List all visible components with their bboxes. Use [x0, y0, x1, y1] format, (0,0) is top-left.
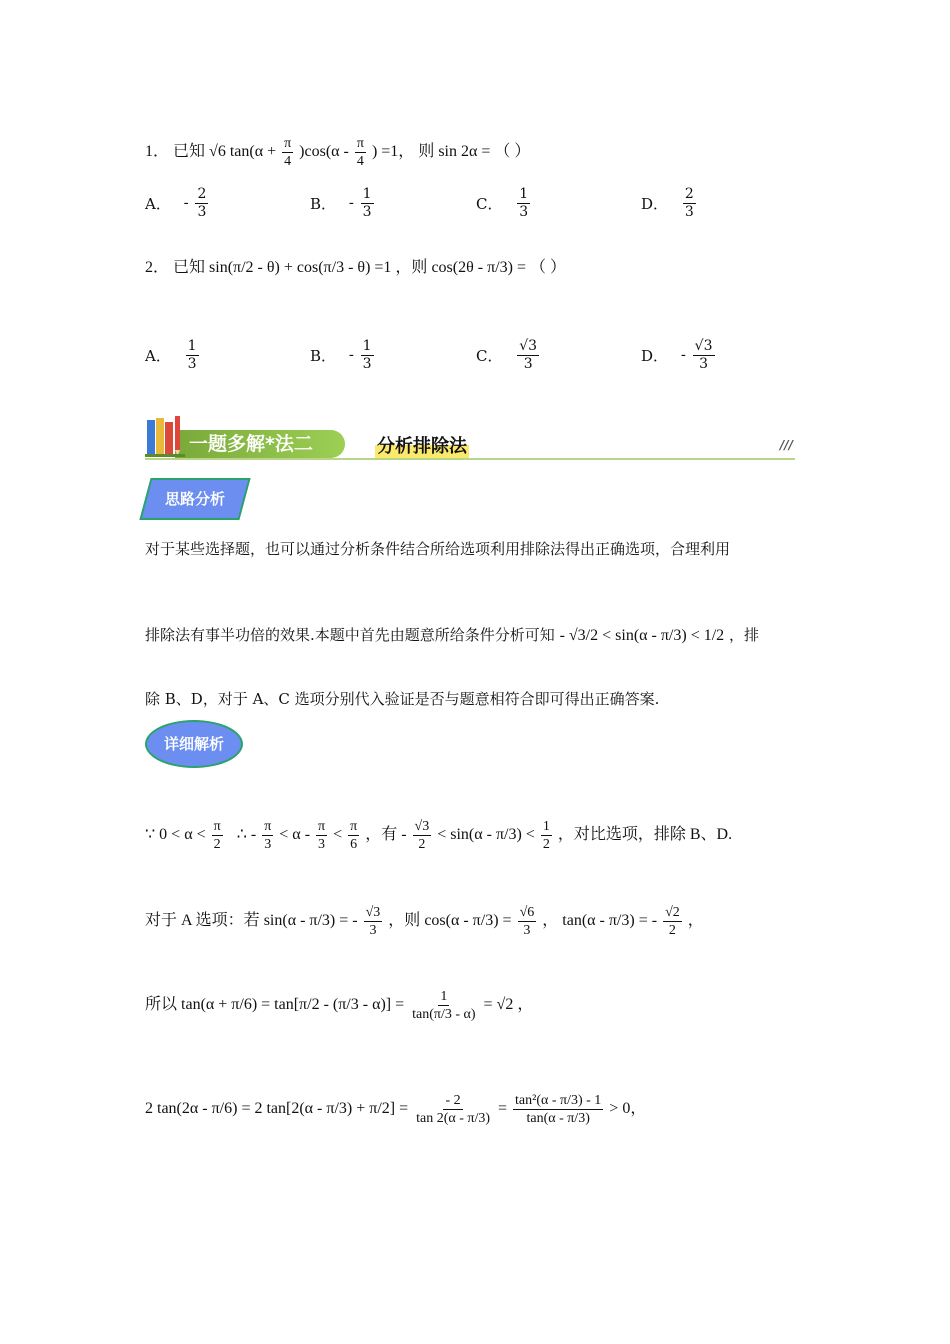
q2-blank: （ ） [529, 259, 566, 276]
idea-tag-label: 思路分析 [164, 490, 225, 508]
detail-line-2: 对于 A 选项：若 sin(α - π/3) = - $\frac{√3}{3}$ ，则 cos(α - π/3) = $\frac{√6}{3}$ ， tan(α - π/3) = - $\frac{√2}{2}$ ， [145, 905, 704, 938]
banner-subtitle: 分析排除法 [375, 432, 469, 458]
q1-target: sin 2α = [438, 143, 491, 161]
question-1 [145, 135, 530, 170]
question-2 [145, 258, 566, 278]
banner-underline [145, 458, 795, 460]
fraction: $\frac{\pi}{4}$ [284, 136, 292, 169]
q1-option-d[interactable]: D． $\frac{2}{3}$ [641, 186, 694, 220]
q2-option-c[interactable]: C． $\frac{√3}{3}$ [476, 338, 538, 372]
detail-line-3: 所以 tan(α + π/6) = tan[π/2 - (π/3 - α)] = $\frac{1}{\tan(\pi/3 - \alpha)}$ = √2 ， [145, 989, 534, 1022]
q2-option-a[interactable]: A． $\frac{1}{3}$ [145, 338, 197, 372]
q1-then: 则 [418, 143, 435, 161]
q1-option-b[interactable]: B． - $\frac{1}{3}$ [310, 186, 372, 220]
idea-line-1: 对于某些选择题，也可以通过分析条件结合所给选项利用排除法得出正确选项，合理利用 [145, 540, 731, 558]
q1-stem: 已知 [173, 143, 206, 161]
banner-slash: /// [779, 438, 793, 452]
section-banner [145, 412, 795, 462]
q1-blank: （ ） [494, 143, 531, 161]
detail-line-4: 2 tan(2α - π/6) = 2 tan[2(α - π/3) + π/2] = $\frac{- 2}{\tan 2(\alpha - \pi/3)}$ = $\frac{\text{tan²(α - π/3) - 1}}{\tan(\alpha - \pi/3)}$ > 0， [145, 1093, 647, 1126]
q1-number: 1． [145, 143, 170, 161]
q2-expr: sin(π/2 - θ) + cos(π/3 - θ) =1 [209, 259, 392, 276]
q2-number: 2． [145, 259, 170, 276]
q1-option-c[interactable]: C． $\frac{1}{3}$ [476, 186, 529, 220]
detail-line-1: ∵ 0 < α < $\frac{\pi}{2}$ ∴ - $\frac{\pi}{3}$ < α - $\frac{\pi}{3}$ < $\frac{\pi}{6}$ ，有 - $\frac{√3}{2}$ < sin(α - π/3) < $\frac{1}{2}$ ，对比选项，排除 B、D. [145, 819, 733, 852]
idea-inequality: - √3/2 < sin(α - π/3) < 1/2 [559, 627, 725, 644]
q2-target: cos(2θ - π/3) = [431, 259, 526, 276]
q1-expr-b: )cos(α - [299, 143, 349, 161]
q1-expr-a: √6 tan(α + [209, 143, 277, 161]
fraction: $\frac{\pi}{4}$ [356, 136, 364, 169]
q2-option-b[interactable]: B． - $\frac{1}{3}$ [310, 338, 372, 372]
banner-title: 一题多解*法二 [175, 430, 345, 458]
q2-stem: 已知 [173, 259, 206, 276]
books-pencil-icon [145, 414, 189, 458]
q1-option-a[interactable]: A． - $\frac{2}{3}$ [145, 186, 207, 220]
detail-tag: 详细解析 [145, 720, 243, 768]
idea-line-3: 除 B、D，对于 A、C 选项分别代入验证是否与题意相符合即可得出正确答案. [145, 690, 660, 708]
q2-then: ，则 [395, 259, 428, 276]
q1-expr-c: ) =1， [371, 143, 415, 161]
idea-line-2: 排除法有事半功倍的效果.本题中首先由题意所给条件分析可知 - √3/2 < sin(α - π/3) < 1/2 ，排 [145, 626, 759, 644]
idea-tag [145, 478, 245, 520]
q2-option-d[interactable]: D． - $\frac{√3}{3}$ [641, 338, 713, 372]
